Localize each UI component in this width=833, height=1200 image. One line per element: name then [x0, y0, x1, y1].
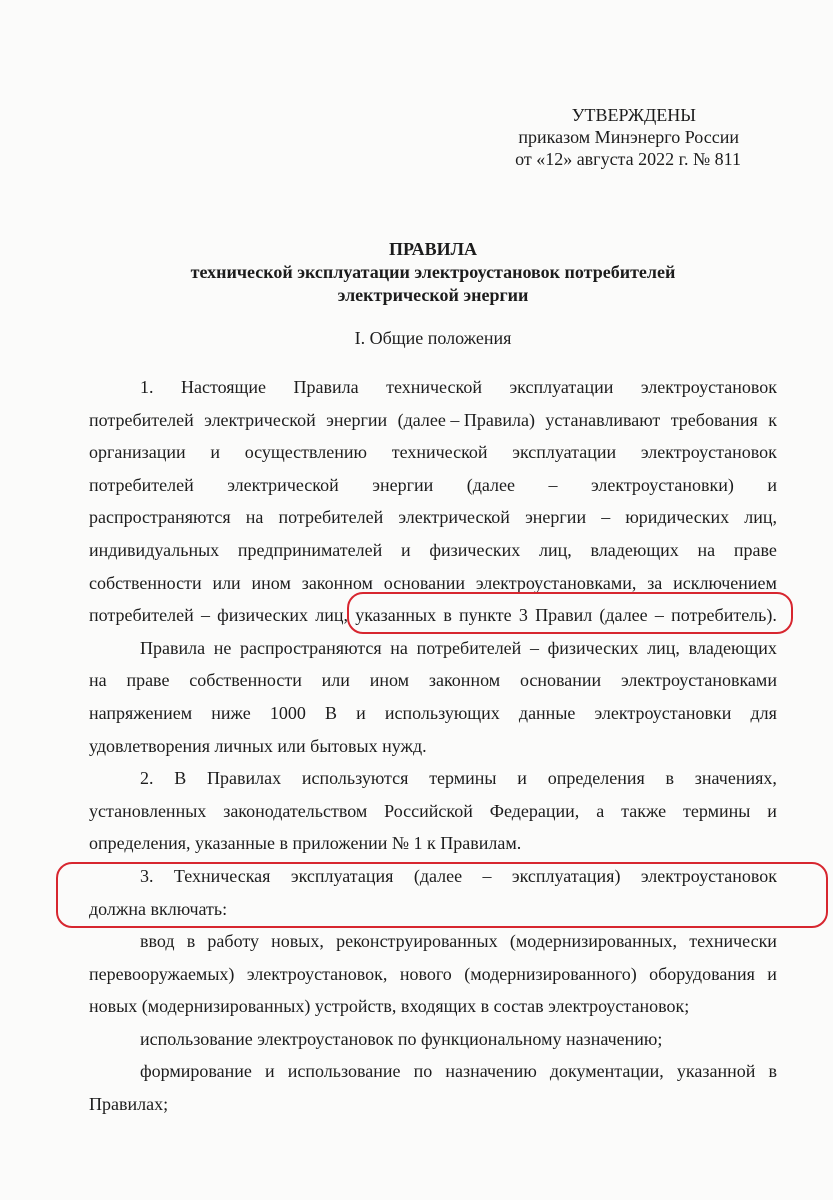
word: владеющих [590, 539, 679, 560]
word: эксплуатации [512, 442, 617, 463]
text-line: определения, указанные в приложении № 1 к Правилам. [89, 833, 522, 854]
document-title [0, 238, 833, 307]
word: установленных [89, 800, 207, 821]
title-line-1: ПРАВИЛА [388, 239, 478, 259]
word: эксплуатация) [511, 865, 621, 886]
word: ввод [140, 931, 175, 952]
approval-date: от «12» августа 2022 г. № 811 [515, 149, 741, 169]
word: также [621, 800, 667, 821]
word: Российской [384, 800, 473, 821]
word: не [213, 637, 232, 658]
word: физических [429, 539, 521, 560]
word: ином [369, 670, 410, 691]
word: данные [518, 702, 576, 723]
word: – [548, 474, 558, 495]
word: электроустановками, [475, 572, 637, 593]
word: (далее [466, 474, 515, 495]
word: технической [391, 442, 488, 463]
word: – [601, 507, 611, 528]
word: (модернизированных, [509, 931, 677, 952]
word: указанных [355, 605, 437, 626]
word: и [767, 800, 777, 821]
text-line [89, 469, 777, 502]
word: Федерации, [489, 800, 580, 821]
word: (далее [413, 865, 463, 886]
word: 3 [518, 605, 528, 626]
word: собственности [189, 670, 302, 691]
word: осуществлению [244, 442, 367, 463]
word: работу [207, 931, 259, 952]
word: к [768, 409, 777, 430]
word: индивидуальных [89, 539, 220, 560]
word: законном [301, 572, 373, 593]
word: эксплуатации [509, 377, 614, 397]
approval-heading: УТВЕРЖДЕНЫ [571, 105, 696, 125]
word: физических [547, 637, 639, 658]
word: использование [287, 1061, 401, 1082]
text-line [89, 958, 777, 991]
word: потребитель). [671, 605, 777, 626]
word: напряжением [89, 702, 193, 723]
text-line: Правилах; [89, 1094, 169, 1115]
word: (далее – Правила) [397, 409, 535, 430]
word: новых, [271, 931, 324, 952]
word: на [245, 507, 264, 528]
word: и [265, 1061, 275, 1082]
word: и [356, 702, 366, 723]
text-line [89, 371, 777, 404]
word: технически [689, 931, 777, 952]
word: 1000 [269, 702, 306, 723]
word: энергии [372, 474, 434, 495]
word: потребителей [89, 605, 194, 626]
word: определения [547, 768, 645, 789]
text-line: использование электроустановок по функциональному назначению; [140, 1028, 663, 1049]
approval-stamp [515, 104, 741, 170]
word: праве [126, 670, 170, 691]
word: и [400, 539, 411, 560]
word: указанной [676, 1061, 756, 1082]
text-line [89, 436, 777, 469]
word: лиц, [744, 507, 777, 528]
word: физических [217, 605, 309, 626]
word: лиц, [315, 605, 348, 626]
word: или [212, 572, 241, 593]
word: законодательством [223, 800, 368, 821]
word: (модернизированного) [464, 963, 637, 984]
word: или [321, 670, 350, 691]
word: электрической [227, 474, 339, 495]
word: значениях, [694, 768, 777, 789]
word: 2. [140, 768, 154, 789]
word: электроустановок [640, 377, 777, 397]
word: назначению [445, 1061, 537, 1082]
text-line: новых (модернизированных) устройств, входящих в состав электроустановок; [89, 996, 690, 1017]
word: электрической [204, 409, 316, 430]
word: на [697, 539, 716, 560]
text-line [89, 567, 777, 600]
word: праве [733, 539, 777, 560]
word: законном [428, 670, 501, 691]
word: Техническая [173, 865, 271, 886]
word: Правил [535, 605, 593, 626]
word: формирование [140, 1061, 252, 1082]
word: 3. [140, 865, 154, 886]
word: термины [683, 800, 751, 821]
word: перевооружаемых) [89, 963, 235, 984]
word: основании [519, 670, 602, 691]
text-line: удовлетворения личных или бытовых нужд. [89, 735, 427, 756]
section-heading: I. Общие положения [354, 328, 512, 348]
word: – [529, 637, 539, 658]
word: в [443, 605, 452, 626]
word: потребителей [89, 474, 194, 495]
word: термины [429, 768, 497, 789]
word: требования [670, 409, 758, 430]
word: (далее [599, 605, 648, 626]
word: устанавливают [545, 409, 661, 430]
text-line [89, 664, 777, 697]
word: 1. [140, 377, 154, 397]
title-line-2: технической эксплуатации электроустановок потребителей [190, 262, 676, 282]
word: документации, [549, 1061, 664, 1082]
word: – [654, 605, 664, 626]
word: распространяются [89, 507, 231, 528]
word: и [210, 442, 220, 463]
text-line [89, 860, 777, 893]
text-line [89, 795, 777, 828]
text-line [89, 404, 777, 437]
word: электроустановками [620, 670, 777, 691]
word: и [767, 963, 777, 984]
word: потребителей [89, 409, 194, 430]
text-line [89, 697, 777, 730]
word: организации [89, 442, 186, 463]
word: эксплуатация [290, 865, 394, 886]
word: Правилах [207, 768, 282, 789]
word: оборудования [649, 963, 755, 984]
text-line [89, 501, 777, 534]
word: ниже [211, 702, 251, 723]
text-line [89, 925, 777, 958]
word: используются [301, 768, 409, 789]
title-line-3: электрической энергии [337, 285, 529, 305]
word: нового [399, 963, 452, 984]
word: и [767, 474, 777, 495]
word: – [482, 865, 492, 886]
word: энергии [525, 507, 587, 528]
word: для [750, 702, 777, 723]
word: электроустановок [640, 442, 777, 463]
text-line [89, 534, 777, 567]
approval-order: приказом Минэнерго России [518, 127, 739, 147]
word: электроустановок [640, 865, 777, 886]
word: собственности [89, 572, 202, 593]
word: в [768, 1061, 777, 1082]
word: на [89, 670, 107, 691]
word: – [200, 605, 210, 626]
word: в [186, 931, 196, 952]
word: а [596, 800, 605, 821]
word: ином [251, 572, 291, 593]
word: электроустановки [594, 702, 732, 723]
text-line [89, 1055, 777, 1088]
word: предпринимателей [237, 539, 383, 560]
word: потребителей [416, 637, 522, 658]
text-line [89, 632, 777, 665]
text-line [89, 762, 777, 795]
word: и [517, 768, 527, 789]
word: Настоящие [181, 377, 267, 397]
word: по [413, 1061, 433, 1082]
text-line: должна включать: [89, 898, 228, 919]
word: Правила [293, 377, 359, 397]
word: В [174, 768, 187, 789]
word: в [665, 768, 675, 789]
word: реконструированных [336, 931, 498, 952]
word: на [390, 637, 408, 658]
word: потребителей [278, 507, 384, 528]
document-body [89, 371, 777, 1121]
word: пункте [459, 605, 512, 626]
word: лиц, [539, 539, 572, 560]
word: за [647, 572, 663, 593]
word: технической [386, 377, 482, 397]
word: электроустановок, [246, 963, 388, 984]
word: энергии [326, 409, 388, 430]
word: лиц, [647, 637, 680, 658]
word: электрической [398, 507, 510, 528]
word: использующих [384, 702, 500, 723]
word: исключением [673, 572, 777, 593]
word: основании [383, 572, 466, 593]
text-line [89, 599, 777, 632]
word: юридических [625, 507, 730, 528]
word: В [324, 702, 337, 723]
word: распространяются [240, 637, 382, 658]
word: электроустановки) [590, 474, 734, 495]
word: Правила [140, 637, 206, 658]
word: владеющих [688, 637, 777, 658]
